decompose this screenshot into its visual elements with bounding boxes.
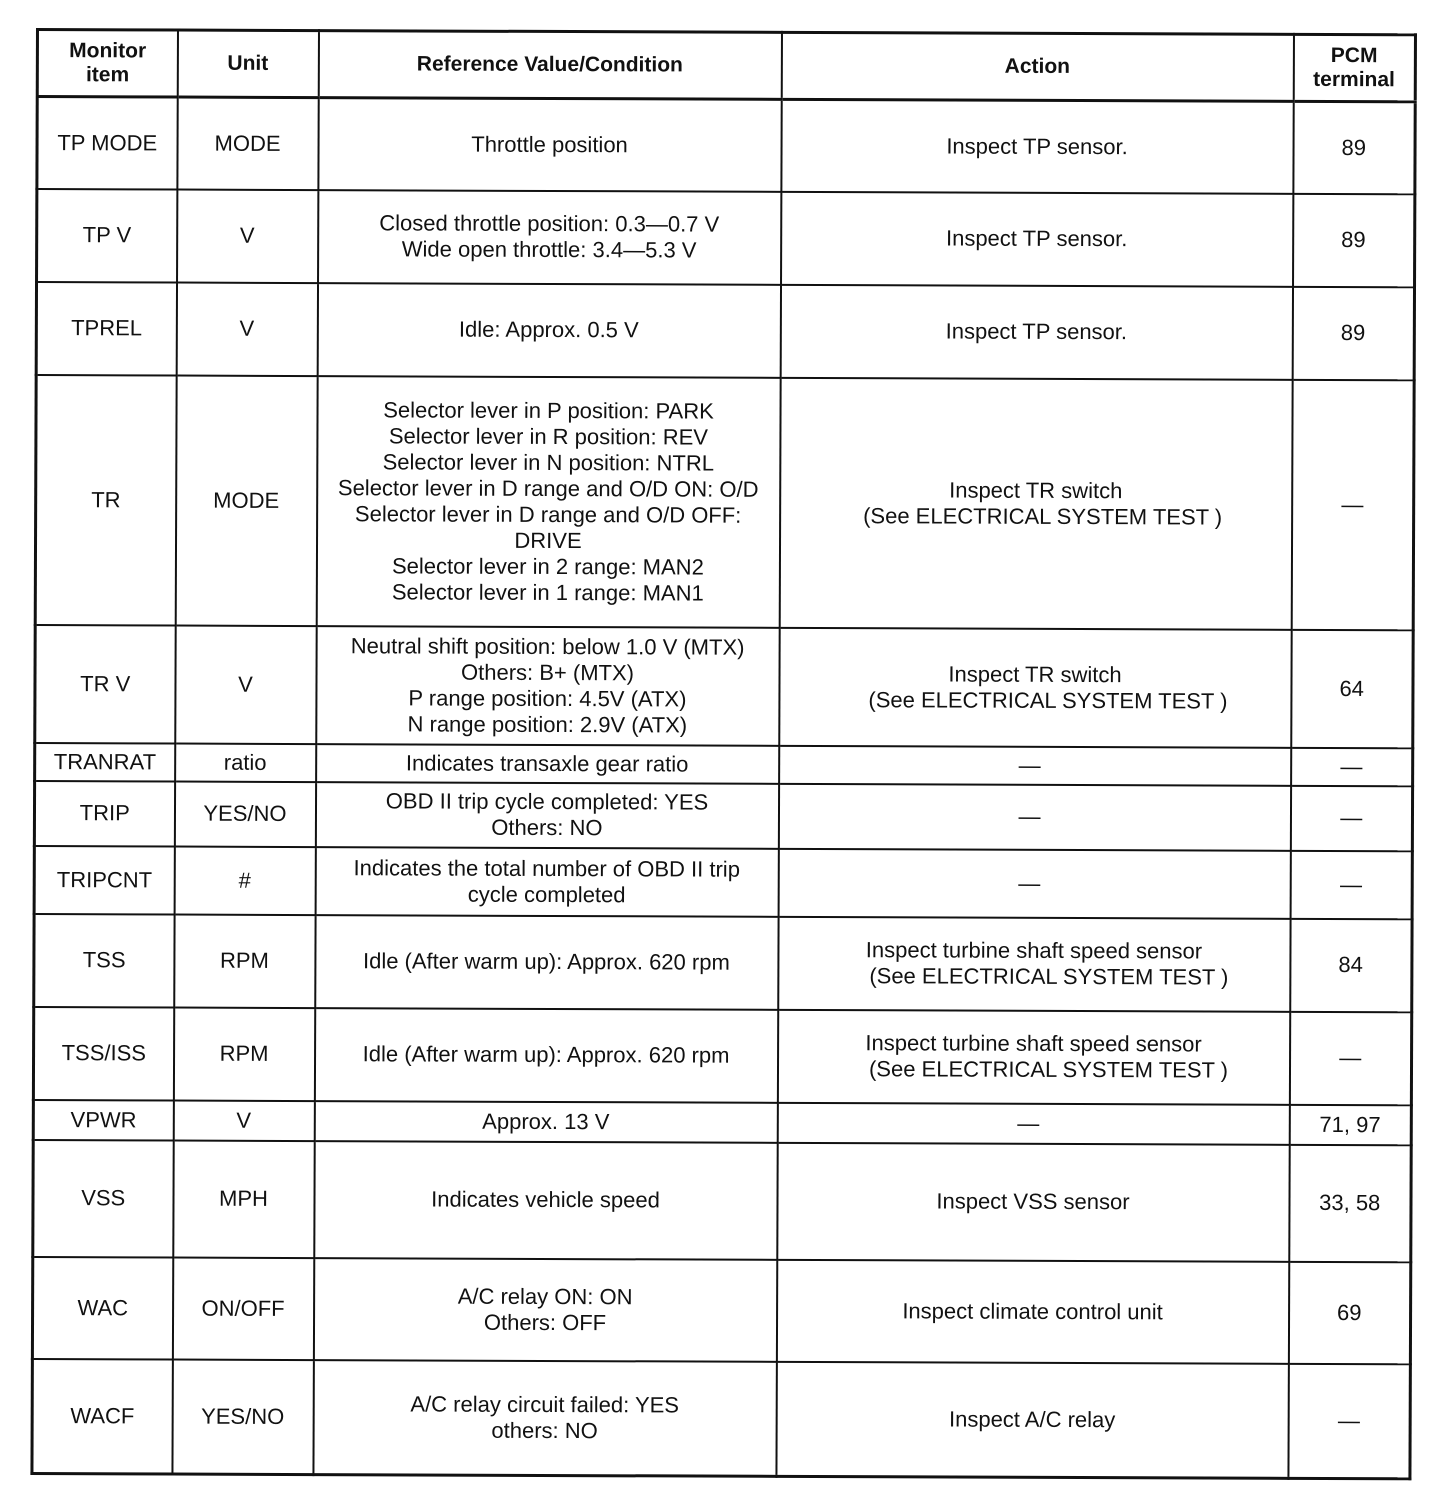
table-row xyxy=(37,189,1415,287)
reference-cell xyxy=(317,283,780,378)
reference-line: Indicates transaxle gear ratio xyxy=(405,749,689,777)
reference-line: Others: NO xyxy=(491,814,603,841)
action-cell xyxy=(778,848,1290,918)
reference-line: others: NO xyxy=(491,1417,598,1443)
action-line: Inspect TP sensor. xyxy=(945,225,1128,252)
table-row xyxy=(33,1006,1411,1104)
action-line: — xyxy=(1018,803,1041,829)
pcm-terminal-cell: 89 xyxy=(1292,286,1414,379)
action-line: (See ELECTRICAL SYSTEM TEST ) xyxy=(869,963,1229,990)
unit-cell: MPH xyxy=(173,1140,314,1258)
action-line: (See ELECTRICAL SYSTEM TEST ) xyxy=(868,686,1228,714)
action-line: Inspect A/C relay xyxy=(948,1406,1116,1432)
unit-cell: ON/OFF xyxy=(172,1257,313,1360)
reference-cell xyxy=(318,190,781,285)
reference-line: Idle (After warm up): Approx. 620 rpm xyxy=(362,1041,730,1068)
unit-cell: V xyxy=(173,1100,314,1141)
table-row xyxy=(37,97,1415,194)
reference-line: Selector lever in 2 range: MAN2 xyxy=(391,552,704,580)
monitor-item-cell: TSS xyxy=(34,913,174,1007)
reference-line: Selector lever in P position: PARK xyxy=(383,396,714,424)
reference-line: OBD II trip cycle completed: YES xyxy=(385,788,709,815)
unit-cell: V xyxy=(175,625,316,744)
reference-cell xyxy=(316,744,779,784)
action-cell xyxy=(776,1259,1288,1363)
reference-line: Selector lever in 1 range: MAN1 xyxy=(391,578,704,606)
unit-cell: MODE xyxy=(175,375,317,626)
table-row xyxy=(33,1139,1411,1261)
table-row xyxy=(35,375,1414,630)
unit-cell: YES/NO xyxy=(172,1359,313,1475)
unit-cell: YES/NO xyxy=(174,781,315,847)
pcm-terminal-cell: 64 xyxy=(1291,629,1413,747)
monitor-item-cell: WAC xyxy=(32,1256,172,1359)
monitor-item-cell: VSS xyxy=(33,1139,173,1257)
action-cell xyxy=(779,627,1291,747)
header-pcm-terminal: PCM terminal xyxy=(1293,34,1415,101)
monitor-item-cell: WACF xyxy=(32,1358,172,1474)
action-line: Inspect TP sensor. xyxy=(946,133,1128,159)
monitor-item-cell: TSS/ISS xyxy=(33,1006,173,1100)
action-line: — xyxy=(1018,870,1041,896)
unit-cell: V xyxy=(177,189,318,283)
monitor-item-cell: TRIP xyxy=(34,781,174,847)
header-action: Action xyxy=(781,32,1293,101)
pcm-terminal-cell: — xyxy=(1290,850,1412,918)
pcm-terminal-cell: — xyxy=(1291,747,1413,785)
action-cell xyxy=(777,1142,1289,1261)
reference-line: Selector lever in D range and O/D ON: O/D xyxy=(337,474,759,502)
action-cell xyxy=(776,1361,1288,1478)
pcm-terminal-cell: 71, 97 xyxy=(1289,1104,1411,1144)
reference-line: Selector lever in N position: NTRL xyxy=(382,448,715,476)
table-row xyxy=(32,1358,1410,1478)
reference-line: N range position: 2.9V (ATX) xyxy=(407,710,688,738)
reference-line: Closed throttle position: 0.3—0.7 V xyxy=(379,210,720,237)
monitor-item-cell: TR xyxy=(35,375,176,626)
monitor-item-cell: TRANRAT xyxy=(35,743,175,782)
action-line: Inspect TR switch xyxy=(949,477,1123,503)
monitor-item-cell: TP V xyxy=(37,189,177,283)
reference-cell xyxy=(315,782,778,849)
pcm-terminal-cell: — xyxy=(1290,785,1412,850)
reference-line: Others: B+ (MTX) xyxy=(460,659,635,685)
action-cell xyxy=(778,916,1290,1011)
reference-line: Others: OFF xyxy=(483,1309,607,1335)
header-monitor-item: Monitor item xyxy=(37,30,177,98)
action-cell xyxy=(778,783,1290,850)
unit-cell: ratio xyxy=(175,743,316,782)
reference-line: Wide open throttle: 3.4—5.3 V xyxy=(401,236,697,263)
table-row xyxy=(33,1099,1411,1144)
action-line: (See ELECTRICAL SYSTEM TEST ) xyxy=(863,502,1223,530)
reference-line: Throttle position xyxy=(471,131,628,158)
reference-line: Selector lever in R position: REV xyxy=(388,422,709,450)
reference-line: A/C relay ON: ON xyxy=(457,1283,633,1309)
unit-cell: V xyxy=(176,282,317,376)
table-row xyxy=(32,1256,1410,1363)
reference-cell xyxy=(314,1101,777,1143)
action-line: Inspect turbine shaft speed sensor xyxy=(865,1030,1202,1057)
pcm-terminal-cell: 84 xyxy=(1290,918,1412,1011)
action-cell xyxy=(777,1102,1289,1144)
reference-line: A/C relay circuit failed: YES xyxy=(410,1391,680,1418)
monitor-item-cell: TR V xyxy=(35,625,175,744)
reference-cell xyxy=(316,376,780,628)
reference-line: Selector lever in D range and O/D OFF: DRIVE xyxy=(354,500,742,553)
table-row xyxy=(34,845,1412,918)
action-line: Inspect climate control unit xyxy=(902,1297,1163,1324)
table-row xyxy=(34,913,1412,1011)
action-cell xyxy=(779,377,1292,629)
action-cell xyxy=(780,284,1292,379)
action-line: (See ELECTRICAL SYSTEM TEST ) xyxy=(868,1056,1229,1083)
reference-cell xyxy=(318,98,781,192)
monitor-item-cell: VPWR xyxy=(33,1099,173,1140)
reference-cell xyxy=(315,915,778,1010)
table-row xyxy=(36,282,1414,380)
action-line: — xyxy=(1017,1110,1040,1136)
monitor-item-cell: TRIPCNT xyxy=(34,845,174,914)
monitor-item-table xyxy=(30,28,1417,1480)
document-page xyxy=(30,28,1414,1480)
reference-cell xyxy=(316,626,779,746)
pcm-terminal-cell: — xyxy=(1291,379,1414,629)
reference-line: Approx. 13 V xyxy=(482,1108,610,1134)
reference-line: P range position: 4.5V (ATX) xyxy=(408,684,687,712)
unit-cell: MODE xyxy=(177,97,318,190)
reference-line: Idle: Approx. 0.5 V xyxy=(458,316,639,343)
action-cell xyxy=(779,745,1291,785)
action-cell xyxy=(781,99,1293,193)
table-row xyxy=(35,743,1413,786)
action-line: — xyxy=(1018,752,1041,778)
pcm-terminal-cell: 89 xyxy=(1293,193,1415,286)
reference-cell xyxy=(314,1008,777,1103)
unit-cell: RPM xyxy=(174,914,315,1008)
pcm-terminal-cell: 89 xyxy=(1293,101,1415,193)
action-cell xyxy=(781,191,1293,286)
action-line: Inspect turbine shaft speed sensor xyxy=(865,937,1203,964)
monitor-item-cell: TP MODE xyxy=(37,97,177,190)
header-reference: Reference Value/Condition xyxy=(318,31,781,100)
reference-line: Indicates the total number of OBD II trip cycle completed xyxy=(353,854,741,907)
unit-cell: # xyxy=(174,846,315,915)
reference-cell xyxy=(313,1258,776,1362)
reference-cell xyxy=(314,1141,777,1260)
pcm-terminal-cell: 33, 58 xyxy=(1289,1144,1411,1261)
table-row xyxy=(35,625,1413,748)
pcm-terminal-cell: 69 xyxy=(1288,1261,1410,1363)
action-line: Inspect TR switch xyxy=(948,661,1122,687)
reference-line: Neutral shift position: below 1.0 V (MTX) xyxy=(350,632,745,660)
reference-line: Idle (After warm up): Approx. 620 rpm xyxy=(362,948,730,975)
monitor-item-cell: TPREL xyxy=(36,282,176,376)
header-row xyxy=(37,30,1415,102)
reference-cell xyxy=(313,1360,776,1477)
table-row xyxy=(34,781,1412,851)
action-line: Inspect TP sensor. xyxy=(945,318,1128,345)
reference-cell xyxy=(315,847,778,917)
pcm-terminal-cell: — xyxy=(1288,1363,1410,1478)
header-unit: Unit xyxy=(177,30,318,98)
reference-line: Indicates vehicle speed xyxy=(431,1186,660,1213)
action-line: Inspect VSS sensor xyxy=(936,1188,1130,1215)
pcm-terminal-cell: — xyxy=(1289,1011,1411,1104)
action-cell xyxy=(777,1009,1289,1104)
unit-cell: RPM xyxy=(173,1007,314,1101)
